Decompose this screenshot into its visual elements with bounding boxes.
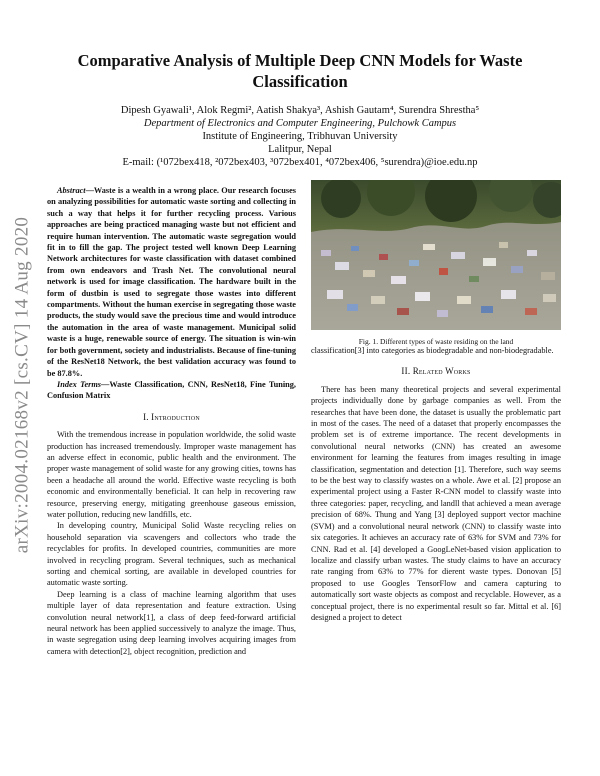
intro-continuation: classification[3] into categories as biodegradable and non-biodegradable. <box>311 346 554 355</box>
author-institute: Institute of Engineering, Tribhuvan University <box>202 131 398 142</box>
index-terms <box>47 379 296 402</box>
figure-caption: Fig. 1. Different types of waste residing on the land <box>358 337 514 346</box>
right-column <box>311 345 561 623</box>
author-location: Lalitpur, Nepal <box>268 144 332 155</box>
author-block <box>40 104 560 169</box>
intro-paragraph: With the tremendous increase in population worldwide, the solid waste production has increased tremendously. Improper waste management has an adverse effect in economic, public health and the environment. The proper waste management of solid waste for any growing cities, towns has been a headache all around the world. Effective waste recycling is both economic and environmentally beneficial. It can help in recovering raw resource, preserving energy, mitigating greenhouse gaseous emission, water pollution, reducing new landfills, etc. <box>47 430 296 519</box>
section-heading-introduction: I. Introduction <box>143 411 200 422</box>
author-names: Dipesh Gyawali¹, Alok Regmi², Aatish Shakya³, Ashish Gautam⁴, Surendra Shrestha⁵ <box>120 105 480 116</box>
figure-1 <box>311 180 561 330</box>
intro-paragraph: In developing country, Municipal Solid Waste recycling relies on household separation via scavengers and collectors who trade the recyclables for profits. In developed countries, communities are more involved in recycling program. Several techniques, such as mechanical sorting and chemical sorting, are available in developed countries for automatic waste sorting. <box>47 521 296 588</box>
author-department: Department of Electronics and Computer Engineering, Pulchowk Campus <box>143 118 457 129</box>
author-email: E-mail: (¹072bex418, ²072bex403, ³072bex401, ⁴072bex406, ⁵surendra)@ioe.edu.np <box>122 157 478 168</box>
title-line-1: Comparative Analysis of Multiple Deep CNN Models for Waste <box>77 51 523 70</box>
paper-title <box>60 50 540 92</box>
left-column <box>47 185 296 657</box>
arxiv-stamp <box>4 200 40 570</box>
related-works-paragraph: There has been many theoretical projects and several experimental projects individually done by garbage companies as well. From the researches that have been done, the dataset is usually the problematic part in most of the cases. The need of a dataset that properly encompasses the problem set is of extreme importance. The recent developments in convolutional neural networks (CNN) has created an awesome environment for learning the features from images resulting in image classification, segmentation and detection [1]. Therefore, such way seems to be the best way to classify wastes on a whole. Awe et al. [2] propose an experimental project using a Faster R-CNN model to classify waste into three categories: paper, recycling, and landll that achieved a mean average precision of 68%. Thung and Yang [3] deployed support vector machine (SVM) and a convolutional neural network (CNN) to classify waste into six categories. It achieves an accuracy rate of 63% for SVM and 73% for CNN. Rad et al. [4] developed a GoogLeNet-based vision application to localize and classify urban wastes. The study claims to have an accuracy rate ranging from 63% to 77% for dierent waste types. Donovan [5] proposed to use Googles TensorFlow and camera capturing to automatically sort waste objects as compost and recyclable. However, as a conceptual project, there is no experimental result so far. Mittal et al. [6] designed a project to detect <box>311 384 561 622</box>
index-terms-label: Index Terms <box>57 379 102 389</box>
abstract <box>47 185 296 379</box>
abstract-label: Abstract <box>57 186 86 195</box>
arxiv-stamp-text: arXiv:2004.02168v2 [cs.CV] 14 Aug 2020 <box>11 216 32 554</box>
index-terms-text: —Waste Classification, CNN, ResNet18, Fine Tuning, Confusion Matrix <box>47 379 296 401</box>
waste-photo <box>311 180 561 330</box>
intro-paragraph: Deep learning is a class of machine learning algorithm that uses multiple layer of data representation and feature extraction. Using convolution neural network[1], a class of deep feed-forward artificial neural network has been applied successively to analyze the image. Thus, in waste segregation using deep learning involves acquiring images from camera with detection[2], object recognition, prediction and <box>47 589 296 656</box>
section-heading-related-works: II. Related Works <box>401 366 471 377</box>
abstract-text: —Waste is a wealth in a wrong place. Our research focuses on analyzing possibilities for automatic waste sorting and collecting in such a way that helps it for further recycling process. Various approaches are being practiced managing waste but not efficient and require human intervention. The automatic waste segregation would fit in to fill the gap. The project tested well known Deep Learning Network architectures for waste classification with dataset combined from own endeavors and Trash Net. The convolutional neural network is used for image classification. The hardware built in the form of dustbin is used to segregate those wastes into different compartments. Without the human exercise in segregating those waste products, the study would save the precious time and would introduce the automation in the area of waste management. Municipal solid waste is a huge, renewable source of energy. The situation is win-win for both government, society and industrialists. Because of fine-tuning of the ResNet18 Network, the best validation accuracy was found to be 87.8%. <box>47 186 296 378</box>
title-line-2: Classification <box>252 72 348 91</box>
